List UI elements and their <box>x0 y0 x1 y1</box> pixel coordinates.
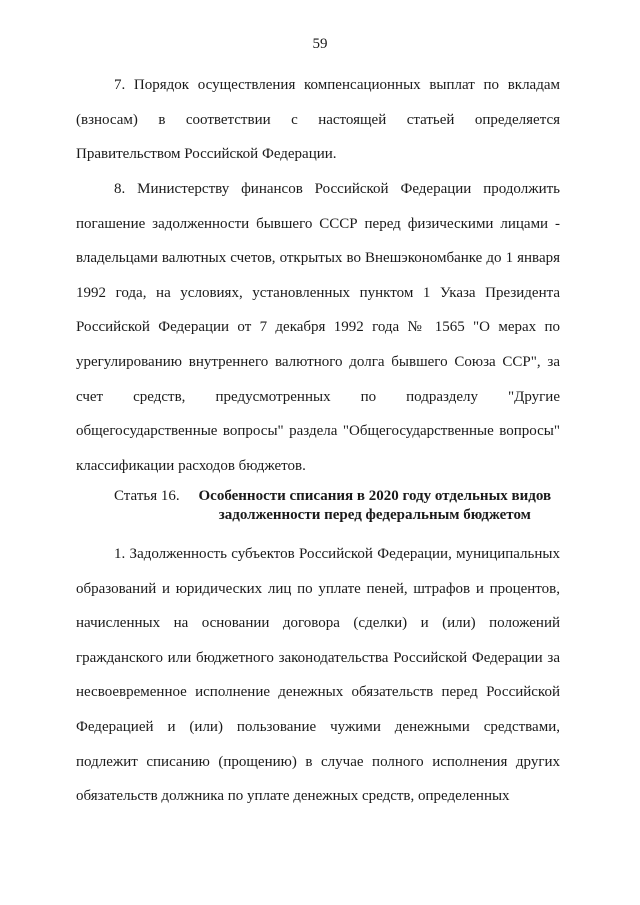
paragraph-7: 7. Порядок осуществления компенсационных выплат по вкладам (взносам) в соответствии с настоящей статьей определяется Правительством Российской Федерации. <box>76 77 560 163</box>
article-16-paragraph-1: 1. Задолженность субъектов Российской Федерации, муниципальных образований и юридических лиц по уплате пеней, штрафов и процентов, начисленных на основании договора (сделки) и (или) положений гражданского или бюджетного законодательства Российской Федерации за несвоевременное исполнение денежных обязательств перед Российской Федерацией и (или) пользование чужими денежными средствами, подлежит списанию (прощению) в случае полного исполнения других обязательств должника по уплате денежных средств, определенных <box>76 546 560 805</box>
paragraph-8: 8. Министерству финансов Российской Федерации продолжить погашение задолженности бывшего СССР перед физическими лицами - владельцами валютных счетов, открытых во Внешэкономбанке до 1 января 1992 года, на условиях, установленных пунктом 1 Указа Президента Российской Федерации от 7 декабря 1992 года № 1565 "О мерах по урегулированию внутреннего валютного долга бывшего Союза ССР", за счет средств, предусмотренных по подразделу "Другие общегосударственные вопросы" раздела "Общегосударственные вопросы" классификации расходов бюджетов. <box>76 181 560 474</box>
article-heading <box>114 487 564 525</box>
page-number: 59 <box>312 36 328 52</box>
article-title: Особенности списания в 2020 году отдельных видов задолженности перед федеральным бюджетом <box>198 488 552 523</box>
article-label: Статья 16. <box>114 488 180 504</box>
